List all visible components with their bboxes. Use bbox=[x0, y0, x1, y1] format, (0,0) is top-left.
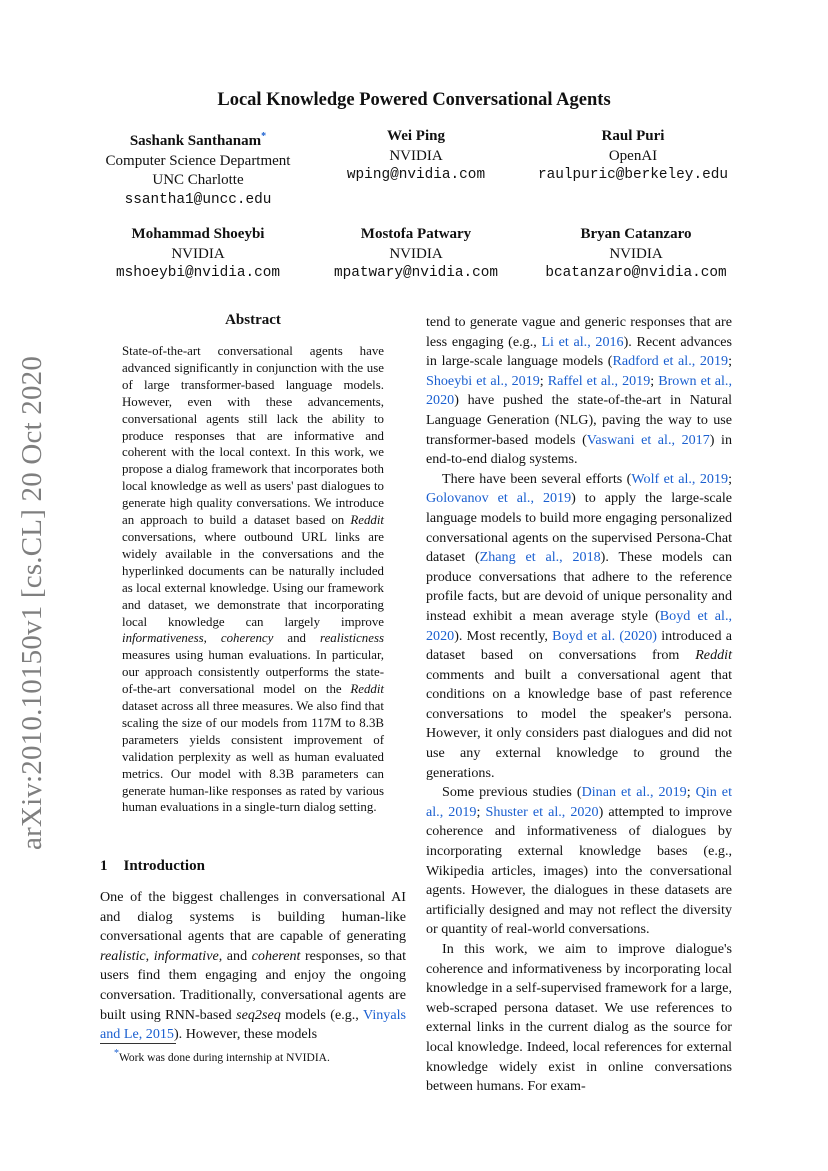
author-block bbox=[90, 225, 306, 284]
author-email: mpatwary@nvidia.com bbox=[333, 265, 499, 281]
citation-link[interactable]: Brown et al., 2020 bbox=[426, 372, 732, 409]
paragraph: tend to generate vague and generic responses that are less engaging (e.g., Li et al., 2016). Recent advances in large-scale language models (Radford et al., 2019; Shoeybi et al., 2019; Raffel et al., 2019; Brown et al., 2020) have pushed the state-of-the-art in Natural Language Generation (NLG), paving the way to use transformer-based models (Vaswani et al., 2017) in end-to-end dialog systems. bbox=[426, 314, 732, 468]
author-block bbox=[316, 225, 516, 284]
author-block bbox=[90, 127, 306, 210]
author-block bbox=[518, 127, 748, 186]
author-affiliation: NVIDIA bbox=[609, 245, 663, 262]
author-name: Mostofa Patwary bbox=[360, 226, 472, 242]
author-name: Wei Ping bbox=[387, 128, 445, 144]
footnote-rule bbox=[100, 1043, 176, 1044]
footnote-mark: * bbox=[114, 1048, 119, 1059]
author-email: wping@nvidia.com bbox=[346, 167, 486, 183]
citation-link[interactable]: Li et al., 2016 bbox=[541, 333, 624, 350]
citation-link[interactable]: Boyd et al. (2020) bbox=[552, 627, 657, 644]
citation-link[interactable]: Shuster et al., 2020 bbox=[485, 803, 599, 820]
abstract-heading: Abstract bbox=[225, 312, 281, 328]
citation-link[interactable]: Wolf et al., 2019 bbox=[631, 470, 729, 487]
paper-title: Local Knowledge Powered Conversational Agents bbox=[217, 90, 611, 110]
citation-link[interactable]: Vaswani et al., 2017 bbox=[586, 431, 710, 448]
intro-column-right bbox=[426, 313, 732, 1097]
abstract-text: State-of-the-art conversational agents have advanced significantly in conjunction with the use of large transformer-based language models. However, even with these advancements, conversational agents still lack the ability to produce responses that are informative and coherent with the local context. In this work, we propose a dialog framework that incorporates both local knowledge as well as users' past dialogues to generate high quality conversations. We introduce an approach to build a dataset based on Reddit conversations, where outbound URL links are widely available in the conversations and the hyperlinked documents can be naturally included as local external knowledge. Using our framework and dataset, we demonstrate that incorporating local knowledge can largely improve informativeness, coherency and realisticness measures using human evaluations. In particular, our approach consistently outperforms the state-of-the-art conversational model on the Reddit dataset across all three measures. We also find that scaling the size of our models from 117M to 8.3B parameters yields consistent improvement of validation perplexity as well as human evaluated metrics. Our model with 8.3B parameters can generate human-like responses as rated by various human evaluations in a single-turn dialog setting. bbox=[122, 344, 384, 815]
author-email: ssantha1@uncc.edu bbox=[124, 191, 272, 208]
author-affiliation: NVIDIA bbox=[389, 245, 443, 262]
author-block bbox=[526, 225, 746, 284]
author-email: raulpuric@berkeley.edu bbox=[538, 167, 728, 183]
citation-link[interactable]: Dinan et al., 2019 bbox=[581, 784, 687, 801]
section-heading bbox=[100, 858, 205, 875]
author-affiliation: UNC Charlotte bbox=[152, 172, 244, 188]
paragraph: In this work, we aim to improve dialogue's coherence and informativeness by incorporating local knowledge in a self-supervised framework for a large, web-scraped persona dataset. We use references to external links in the current dialog as the source for local knowledge. Indeed, local references for external knowledge widely exist in online conversations between humans. For exam- bbox=[426, 941, 732, 1095]
citation-link[interactable]: Zhang et al., 2018 bbox=[479, 549, 601, 566]
citation-link[interactable]: Radford et al., 2019 bbox=[612, 353, 729, 370]
author-affiliation: NVIDIA bbox=[389, 147, 443, 164]
arxiv-id: arXiv:2010.10150v1 [cs.CL] 20 Oct 2020 bbox=[16, 355, 48, 850]
author-name: Raul Puri bbox=[601, 128, 665, 144]
author-affiliation: Computer Science Department bbox=[105, 152, 291, 169]
author-email: mshoeybi@nvidia.com bbox=[115, 265, 281, 281]
section-number: 1 bbox=[100, 858, 108, 874]
citation-link[interactable]: Shoeybi et al., 2019 bbox=[426, 372, 540, 389]
citation-link[interactable]: Boyd et al., 2020 bbox=[426, 607, 732, 644]
citation-link[interactable]: Vinyals and Le, 2015 bbox=[100, 1006, 406, 1043]
author-name: Sashank Santhanam bbox=[129, 133, 262, 149]
paragraph: Some previous studies (Dinan et al., 2019; Qin et al., 2019; Shuster et al., 2020) attempted to improve coherence and informativeness of dialogues by incorporating external knowledge bases (e.g., Wikipedia articles, images) into the conversational agents. However, the dialogues in these datasets are artificially designed and may not reflect the diversity or quantity of real-world conversations. bbox=[426, 784, 732, 938]
citation-link[interactable]: Raffel et al., 2019 bbox=[547, 372, 651, 389]
author-name: Bryan Catanzaro bbox=[580, 226, 692, 242]
citation-link[interactable]: Golovanov et al., 2019 bbox=[426, 490, 572, 507]
author-affiliation: NVIDIA bbox=[171, 245, 225, 262]
author-email: bcatanzaro@nvidia.com bbox=[545, 265, 727, 281]
intro-paragraph-left: One of the biggest challenges in conversational AI and dialog systems is building human-like conversational agents that are capable of generating realistic, informative, and coherent responses, so that users find them engaging and enjoy the ongoing conversation. Traditionally, conversational agents are built using RNN-based seq2seq models (e.g., Vinyals and Le, 2015). However, these models bbox=[100, 889, 407, 1043]
author-name: Mohammad Shoeybi bbox=[131, 226, 265, 242]
footnote: *Work was done during internship at NVIDIA. bbox=[114, 1048, 330, 1064]
section-title: Introduction bbox=[123, 858, 205, 874]
citation-link[interactable]: Qin et al., 2019 bbox=[426, 784, 732, 820]
author-affiliation: OpenAI bbox=[608, 147, 658, 164]
footnote-mark[interactable]: * bbox=[261, 131, 267, 142]
paragraph: There have been several efforts (Wolf et al., 2019; Golovanov et al., 2019) to apply the large-scale language models to build more engaging personalized conversational agents on the supervised Persona-Chat dataset (Zhang et al., 2018). These models can produce conversations that adhere to the reference profile facts, but are devoid of unique personality and instead exhibit a mean average style (Boyd et al., 2020). Most recently, Boyd et al. (2020) introduced a dataset based on conversations from Reddit comments and built a conversational agent that conditions on a knowledge base of past reference conversations to model the speaker's persona. However, it only considers past dialogues and did not use any external knowledge to ground the generations. bbox=[426, 470, 733, 781]
author-block bbox=[326, 127, 506, 186]
